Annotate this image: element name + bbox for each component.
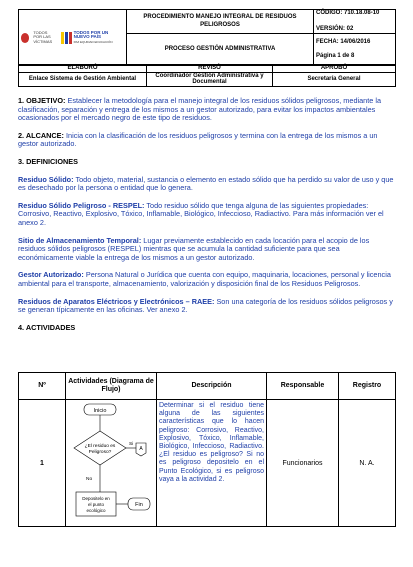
objective-title: 1. OBJETIVO: (18, 96, 66, 105)
date-label: FECHA: 14/06/2016 (316, 39, 371, 45)
reviso-header: REVISÓ (147, 65, 273, 73)
deposit-label-1: Depositelo en (82, 496, 110, 501)
row-description: Determinar si el residuo tiene alguna de las siguientes características que lo hacen peligroso: Corrosivo, Reactivo, Explosivo, Tóxico, Inflamable, Biológico, Infeccioso, Radiactivo. ¿El residuo es peligroso? Si no es peligroso depositelo en el Punto Ecológico, si es peligroso vaya a la actividad 2. (157, 400, 267, 527)
government-logo (61, 31, 124, 45)
logos (21, 31, 124, 45)
document-header (18, 9, 396, 66)
connector-label: A (139, 446, 143, 452)
logo-cell (19, 10, 127, 66)
row-number: 1 (19, 400, 66, 527)
activities-title: 4. ACTIVIDADES (18, 322, 76, 332)
decision-label-2: Peligroso? (88, 450, 112, 455)
process-name: PROCESO GESTIÓN ADMINISTRATIVA (127, 34, 314, 66)
objective-text: Establecer la metodología para el manejo integral de los residuos sólidos peligrosos, mediante la clasificación, separación y entrega de los mismos a un gestor autorizado, para evitar los impactos ambientales ocasionados por el mercado negro de este tipo de residuos. (18, 96, 382, 123)
elaboro-header: ELABORÓ (19, 65, 147, 73)
end-label: Fin (135, 502, 143, 508)
elaboro-value: Enlace Sistema de Gestión Ambiental (19, 72, 147, 86)
reviso-value: Coordinador Gestión Administrativa y Documental (147, 72, 273, 86)
definition-text: Persona Natural o Jurídica que cuenta con equipo, maquinaria, locaciones, personal y licencia ambiental para el transporte, almacenamiento, valorización y disposición final de los Residuos Peligrosos. (18, 270, 391, 288)
definition-term: Gestor Autorizado: (18, 270, 84, 280)
definition-item (18, 298, 396, 315)
signoff-table (18, 64, 396, 87)
col-record: Registro (339, 373, 396, 400)
definition-item (18, 202, 396, 228)
document-body (18, 97, 396, 332)
flowchart-diagram (66, 400, 156, 526)
definition-text: Todo objeto, material, sustancia o elemento en estado sólido que ha perdido su valor de uso y que es desechado por la persona o entidad que lo genera. (18, 174, 394, 193)
flag-bars-icon (61, 32, 72, 44)
definition-term: Residuos de Aparatos Eléctricos y Electrónicos – RAEE: (18, 296, 215, 306)
section-objective (18, 97, 396, 123)
deposit-label-3: ecológico (86, 508, 106, 513)
scope-title: 2. ALCANCE: (18, 130, 64, 140)
col-number: Nº (19, 373, 66, 400)
col-description: Descripción (157, 373, 267, 400)
section-scope (18, 132, 396, 149)
document-title: PROCEDIMIENTO MANEJO INTEGRAL DE RESIDUOS PELIGROSOS (127, 10, 314, 34)
start-label: Inicio (93, 408, 107, 414)
definition-term: Sitio de Almacenamiento Temporal: (18, 235, 142, 245)
row-record: N. A. (339, 400, 396, 527)
row-responsible: Funcionarios (267, 400, 339, 527)
definition-term: Residuo Sólido Peligroso - RESPEL: (18, 200, 145, 210)
activities-table (18, 372, 396, 527)
page-number: Página 1 de 8 (316, 52, 355, 59)
definition-term: Residuo Sólido: (18, 174, 74, 184)
victims-logo-icon (21, 33, 29, 43)
no-label: No (86, 477, 93, 482)
table-row (19, 400, 396, 527)
col-responsible: Responsable (267, 373, 339, 400)
flowchart-cell (66, 400, 157, 527)
definitions-title: 3. DEFINICIONES (18, 156, 79, 166)
definition-item (18, 237, 396, 263)
definition-text: Son una categoría de los residuos sólidos peligrosos y se generan típicamente en las oficinas. Ver anexo 2. (18, 296, 393, 315)
aprobo-header: APROBÓ (273, 65, 396, 73)
definition-text: Lugar previamente establecido en cada locación para el acopio de los residuos sólidos peligrosos (RESPEL) mientras que se acumula la cantidad suficiente para que sea económicamente viable la entrega de los mismos a un gestor autorizado. (18, 235, 370, 262)
aprobo-value: Secretaría General (273, 72, 396, 86)
code-label: CÓDIGO: 710.18.08-10 (316, 10, 380, 16)
yes-label: Si (129, 442, 134, 447)
decision-label-1: ¿El residuo es (84, 444, 116, 449)
version-label: VERSIÓN: 02 (316, 25, 354, 32)
col-flowchart: Actividades (Diagrama de Flujo) (66, 373, 157, 400)
deposit-label-2: el punto (87, 502, 105, 507)
logo-right-sub: PAZ EQUIDAD EDUCACIÓN (73, 39, 113, 44)
definition-text: Todo residuo sólido que tenga alguna de las siguientes propiedades: Corrosivo, Reactivo, Explosivo, Tóxico, Inflamable, Biológico, Infeccioso, Radiactivo. Para más información ver el anexo 2. (18, 200, 384, 227)
definition-item (18, 271, 396, 288)
logo-left-text: TODOS POR LAS VÍCTIMAS (33, 29, 53, 44)
scope-text: Inicia con la clasificación de los residuos peligrosos y termina con la entrega de los mismos a un gestor autorizado. (18, 130, 378, 149)
definition-item (18, 176, 396, 193)
logo-right-text: TODOS POR UN NUEVO PAÍS (73, 29, 109, 40)
